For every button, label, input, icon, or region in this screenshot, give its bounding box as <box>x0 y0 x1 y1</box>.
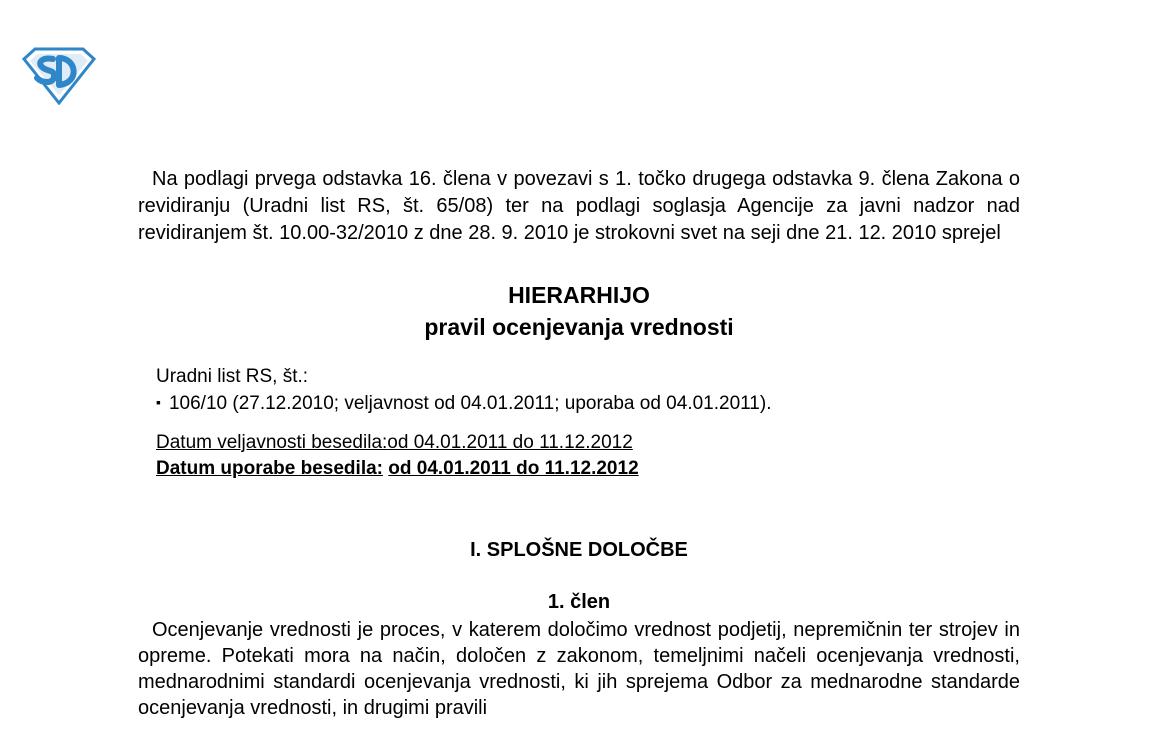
article-heading: 1. člen <box>547 591 611 613</box>
sd-diamond-logo-icon <box>22 47 96 105</box>
article-paragraph <box>138 617 1020 721</box>
document-title <box>138 279 1020 343</box>
gazette-item-text: 106/10 (27.12.2010; veljavnost od 04.01.2011; uporaba od 04.01.2011). <box>168 393 772 414</box>
validity-date-value: od 04.01.2011 do 11.12.2012 <box>387 432 633 453</box>
intro-paragraph <box>138 166 1020 247</box>
section-heading: I. SPLOŠNE DOLOČBE <box>470 539 688 561</box>
usage-date-row <box>156 456 1020 482</box>
gazette-item <box>156 390 1020 418</box>
gazette-label: Uradni list RS, št.: <box>156 366 309 387</box>
text-dates <box>138 430 1020 482</box>
intro-text: Na podlagi prvega odstavka 16. člena v povezavi s 1. točko drugega odstavka 9. člena Zakona o revidiranju (Uradni list RS, št. 65/08) ter na podlagi soglasja Agencije za javni nadzor nad revidiranjem št. 10.00-32/2010 z dne 28. 9. 2010 je strokovni svet na seji dne 21. 12. 2010 sprejel <box>138 168 1020 244</box>
validity-date-row <box>156 430 1020 456</box>
article-text: Ocenjevanje vrednosti je proces, v katerem določimo vrednost podjetij, nepremičnin ter strojev in opreme. Potekati mora na način, določen z zakonom, temeljnimi načeli ocenjevanja vrednosti, mednarodnimi standardi ocenjevanja vrednosti, ki jih sprejema Odbor za mednarodne standarde ocenjevanja vrednosti, in drugimi pravili <box>138 619 1020 719</box>
validity-date-label: Datum veljavnosti besedila: <box>156 432 388 453</box>
usage-date-label: Datum uporabe besedila: <box>156 458 383 479</box>
title-main: HIERARHIJO <box>508 282 650 308</box>
usage-date-value: od 04.01.2011 do 11.12.2012 <box>388 458 639 479</box>
gazette-info <box>138 363 1020 418</box>
document-page <box>138 166 1020 721</box>
title-subtitle: pravil ocenjevanja vrednosti <box>424 314 734 340</box>
